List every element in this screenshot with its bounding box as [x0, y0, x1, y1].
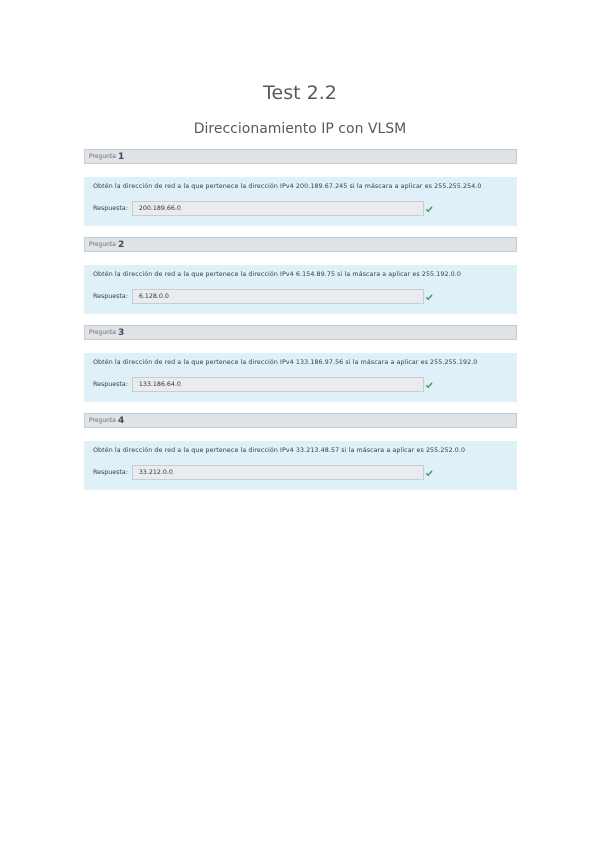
question-body [84, 177, 517, 226]
question-body [84, 353, 517, 402]
answer-field[interactable]: 200.189.66.0 [132, 201, 424, 216]
page-title: Test 2.2 [263, 82, 337, 104]
answer-field[interactable]: 6.128.0.0 [132, 289, 424, 304]
question-list [84, 149, 517, 501]
question-header [84, 325, 517, 340]
question-block [84, 237, 517, 314]
question-header [84, 237, 517, 252]
question-number: 2 [117, 239, 125, 250]
question-block [84, 149, 517, 226]
check-icon [425, 469, 433, 477]
check-icon [425, 381, 433, 389]
question-text: Obtén la dirección de red a la que pertenece la dirección IPv4 33.213.48.57 si la máscara a aplicar es 255.252.0.0 [93, 447, 466, 454]
question-label: Pregunta [89, 153, 116, 160]
question-number: 3 [117, 327, 125, 338]
question-header [84, 149, 517, 164]
answer-field[interactable]: 33.212.0.0 [132, 465, 424, 480]
question-text: Obtén la dirección de red a la que pertenece la dirección IPv4 6.154.89.75 si la máscara a aplicar es 255.192.0.0 [93, 271, 461, 278]
check-icon [425, 293, 433, 301]
question-number: 1 [117, 151, 125, 162]
answer-label: Respuesta: [93, 205, 128, 212]
page-subtitle: Direccionamiento IP con VLSM [193, 121, 407, 137]
question-label: Pregunta [89, 329, 116, 336]
question-label: Pregunta [89, 241, 116, 248]
question-label: Pregunta [89, 417, 116, 424]
question-body [84, 265, 517, 314]
question-block [84, 413, 517, 490]
answer-field[interactable]: 133.186.64.0 [132, 377, 424, 392]
question-header [84, 413, 517, 428]
answer-row [93, 289, 433, 304]
answer-row [93, 377, 433, 392]
question-block [84, 325, 517, 402]
answer-label: Respuesta: [93, 469, 128, 476]
answer-label: Respuesta: [93, 381, 128, 388]
question-text: Obtén la dirección de red a la que pertenece la dirección IPv4 133.186.97.56 si la máscara a aplicar es 255.255.192.0 [93, 359, 478, 366]
question-number: 4 [117, 415, 125, 426]
question-text: Obtén la dirección de red a la que pertenece la dirección IPv4 200.189.67.245 si la máscara a aplicar es 255.255.254.0 [93, 183, 482, 190]
check-icon [425, 205, 433, 213]
answer-row [93, 465, 433, 480]
answer-row [93, 201, 433, 216]
answer-label: Respuesta: [93, 293, 128, 300]
question-body [84, 441, 517, 490]
